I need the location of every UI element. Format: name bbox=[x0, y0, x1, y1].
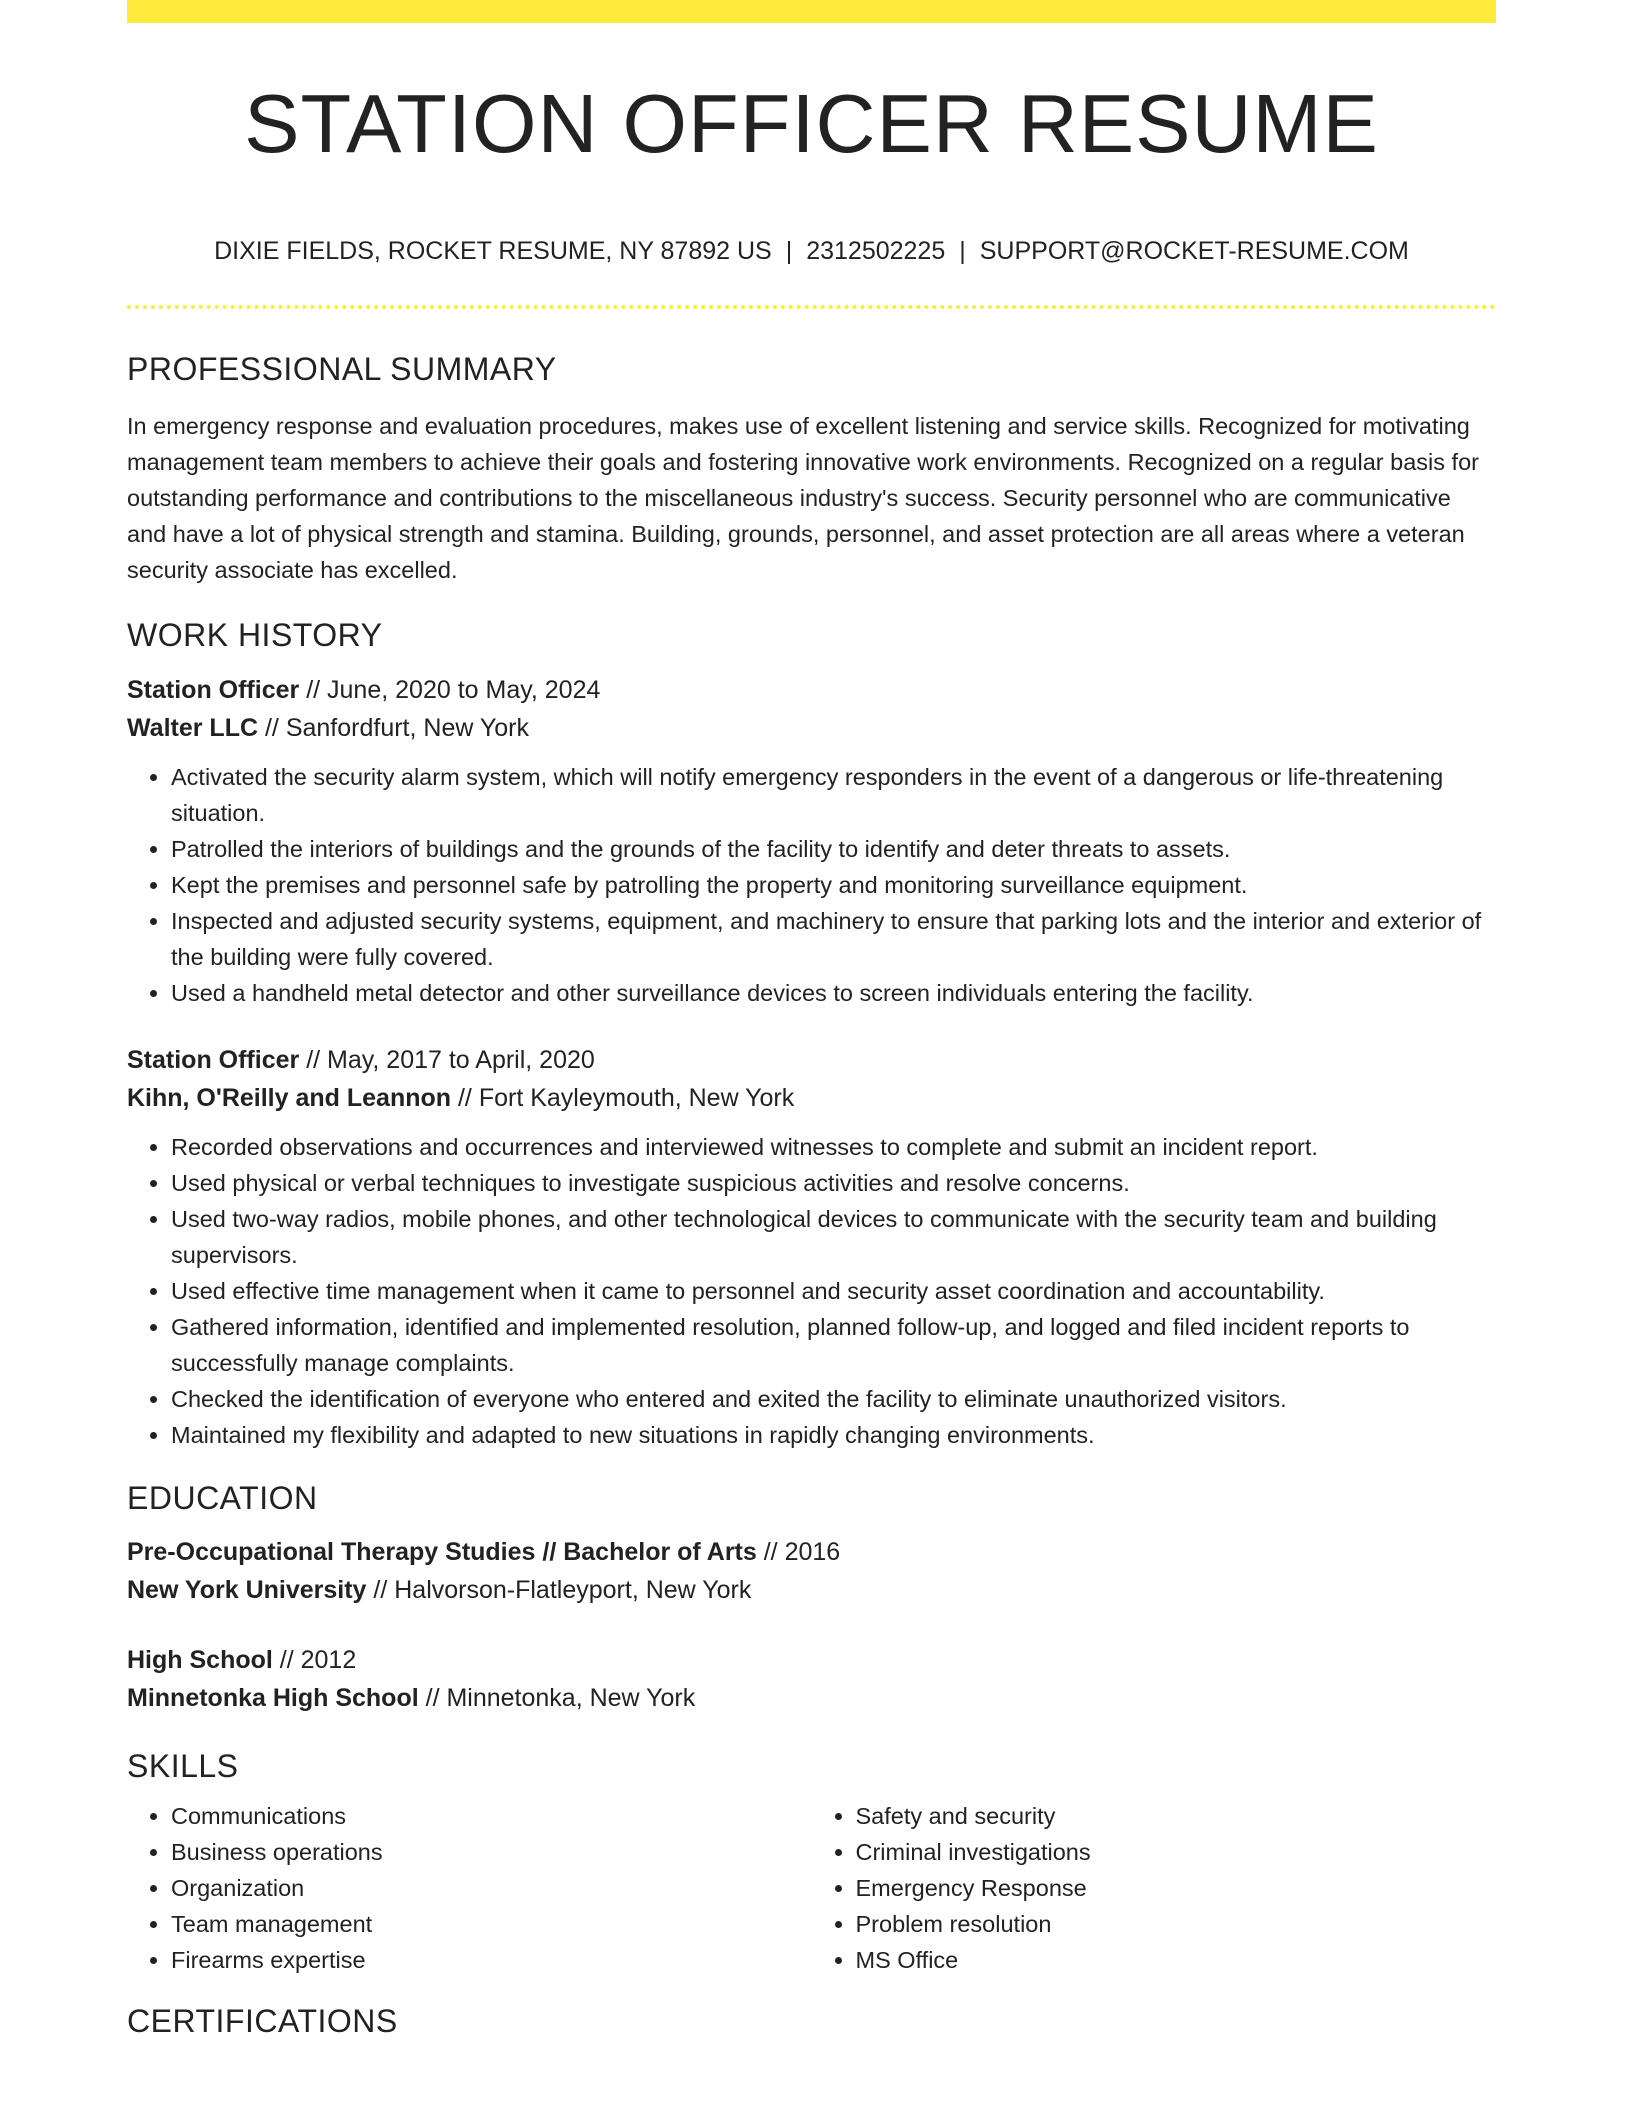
education-degree: Pre-Occupational Therapy Studies // Bachelor of Arts bbox=[127, 1538, 757, 1567]
contact-address: DIXIE FIELDS, ROCKET RESUME, NY 87892 US bbox=[214, 237, 772, 265]
skills-right-list bbox=[812, 1798, 1497, 1978]
summary-heading: PROFESSIONAL SUMMARY bbox=[127, 351, 557, 387]
contact-separator: | bbox=[785, 237, 793, 265]
skill-item: • Firearms expertise bbox=[171, 1942, 812, 1978]
job-title-line bbox=[127, 1041, 1496, 1079]
job-entry bbox=[127, 1041, 1496, 1453]
skills-heading: SKILLS bbox=[127, 1748, 239, 1785]
certifications-heading: CERTIFICATIONS bbox=[127, 2002, 398, 2039]
job-bullet: • Recorded observations and occurrences and interviewed witnesses to complete and submit an incident report. bbox=[171, 1129, 1496, 1165]
job-bullet: • Maintained my flexibility and adapted to new situations in rapidly changing environments. bbox=[171, 1417, 1496, 1453]
education-school-line bbox=[127, 1679, 1496, 1717]
job-company-line bbox=[127, 709, 1496, 747]
education-school: Minnetonka High School bbox=[127, 1684, 419, 1713]
education-degree-line bbox=[127, 1533, 1496, 1571]
skills-left-list bbox=[127, 1798, 812, 1978]
job-dates: // May, 2017 to April, 2020 bbox=[299, 1045, 595, 1074]
job-dates: // June, 2020 to May, 2024 bbox=[299, 675, 601, 704]
skill-item: • Organization bbox=[171, 1870, 812, 1906]
job-entry bbox=[127, 671, 1496, 1011]
education-location: // Minnetonka, New York bbox=[418, 1684, 696, 1713]
education-year: // 2016 bbox=[756, 1538, 841, 1567]
job-bullet: • Kept the premises and personnel safe by patrolling the property and monitoring surveillance equipment. bbox=[171, 867, 1496, 903]
skill-item: • Team management bbox=[171, 1906, 812, 1942]
job-bullets bbox=[127, 759, 1496, 1011]
education-entry bbox=[127, 1533, 1496, 1609]
contact-line bbox=[127, 236, 1496, 266]
skill-item: • Communications bbox=[171, 1798, 812, 1834]
job-company: Kihn, O'Reilly and Leannon bbox=[127, 1083, 452, 1112]
job-company: Walter LLC bbox=[127, 713, 259, 742]
education-heading: EDUCATION bbox=[127, 1479, 318, 1516]
job-bullet: • Activated the security alarm system, which will notify emergency responders in the event of a dangerous or life-threatening situation. bbox=[171, 759, 1496, 831]
education-entry bbox=[127, 1641, 1496, 1717]
job-bullet: • Patrolled the interiors of buildings and the grounds of the facility to identify and deter threats to assets. bbox=[171, 831, 1496, 867]
accent-bar bbox=[127, 0, 1496, 23]
education-school: New York University bbox=[127, 1576, 367, 1605]
job-bullet: • Used physical or verbal techniques to investigate suspicious activities and resolve concerns. bbox=[171, 1165, 1496, 1201]
skill-item: • Business operations bbox=[171, 1834, 812, 1870]
job-bullet: • Used two-way radios, mobile phones, and other technological devices to communicate with the security team and building supervisors. bbox=[171, 1201, 1496, 1273]
skill-item: • MS Office bbox=[856, 1942, 1497, 1978]
resume-content bbox=[127, 350, 1496, 2040]
job-title: Station Officer bbox=[127, 1045, 300, 1074]
work-history-heading: WORK HISTORY bbox=[127, 617, 383, 654]
job-bullet: • Used a handheld metal detector and other surveillance devices to screen individuals entering the facility. bbox=[171, 975, 1496, 1011]
summary-text: In emergency response and evaluation procedures, makes use of excellent listening and service skills. Recognized for motivating management team members to achieve their goals and fostering innovative work environments. Recognized on a regular basis for outstanding performance and contributions to the miscellaneous industry's success. Security personnel who are communicative and have a lot of physical strength and stamina. Building, grounds, personnel, and asset protection are all areas where a veteran security associate has excelled. bbox=[127, 413, 1479, 584]
skill-item: • Safety and security bbox=[856, 1798, 1497, 1834]
job-bullet: • Used effective time management when it came to personnel and security asset coordination and accountability. bbox=[171, 1273, 1496, 1309]
job-bullet: • Gathered information, identified and implemented resolution, planned follow-up, and logged and filed incident reports to successfully manage complaints. bbox=[171, 1309, 1496, 1381]
skills-columns bbox=[127, 1798, 1496, 1978]
header-divider bbox=[127, 305, 1496, 309]
job-bullets bbox=[127, 1129, 1496, 1453]
job-location: // Fort Kayleymouth, New York bbox=[451, 1083, 795, 1112]
job-company-line bbox=[127, 1079, 1496, 1117]
job-bullet: • Inspected and adjusted security systems, equipment, and machinery to ensure that parking lots and the interior and exterior of the building were fully covered. bbox=[171, 903, 1496, 975]
skill-item: • Emergency Response bbox=[856, 1870, 1497, 1906]
job-title: Station Officer bbox=[127, 675, 300, 704]
job-title-line bbox=[127, 671, 1496, 709]
education-school-line bbox=[127, 1571, 1496, 1609]
education-year: // 2012 bbox=[272, 1646, 357, 1675]
contact-separator: | bbox=[959, 237, 966, 265]
education-degree: High School bbox=[127, 1646, 273, 1675]
job-bullet: • Checked the identification of everyone who entered and exited the facility to eliminate unauthorized visitors. bbox=[171, 1381, 1496, 1417]
contact-email: SUPPORT@ROCKET-RESUME.COM bbox=[979, 237, 1409, 265]
contact-phone: 2312502225 bbox=[806, 237, 946, 265]
job-location: // Sanfordfurt, New York bbox=[258, 713, 530, 742]
skill-item: • Problem resolution bbox=[856, 1906, 1497, 1942]
skill-item: • Criminal investigations bbox=[856, 1834, 1497, 1870]
education-degree-line bbox=[127, 1641, 1496, 1679]
resume-title: STATION OFFICER RESUME bbox=[244, 77, 1379, 170]
education-location: // Halvorson-Flatleyport, New York bbox=[366, 1576, 752, 1605]
